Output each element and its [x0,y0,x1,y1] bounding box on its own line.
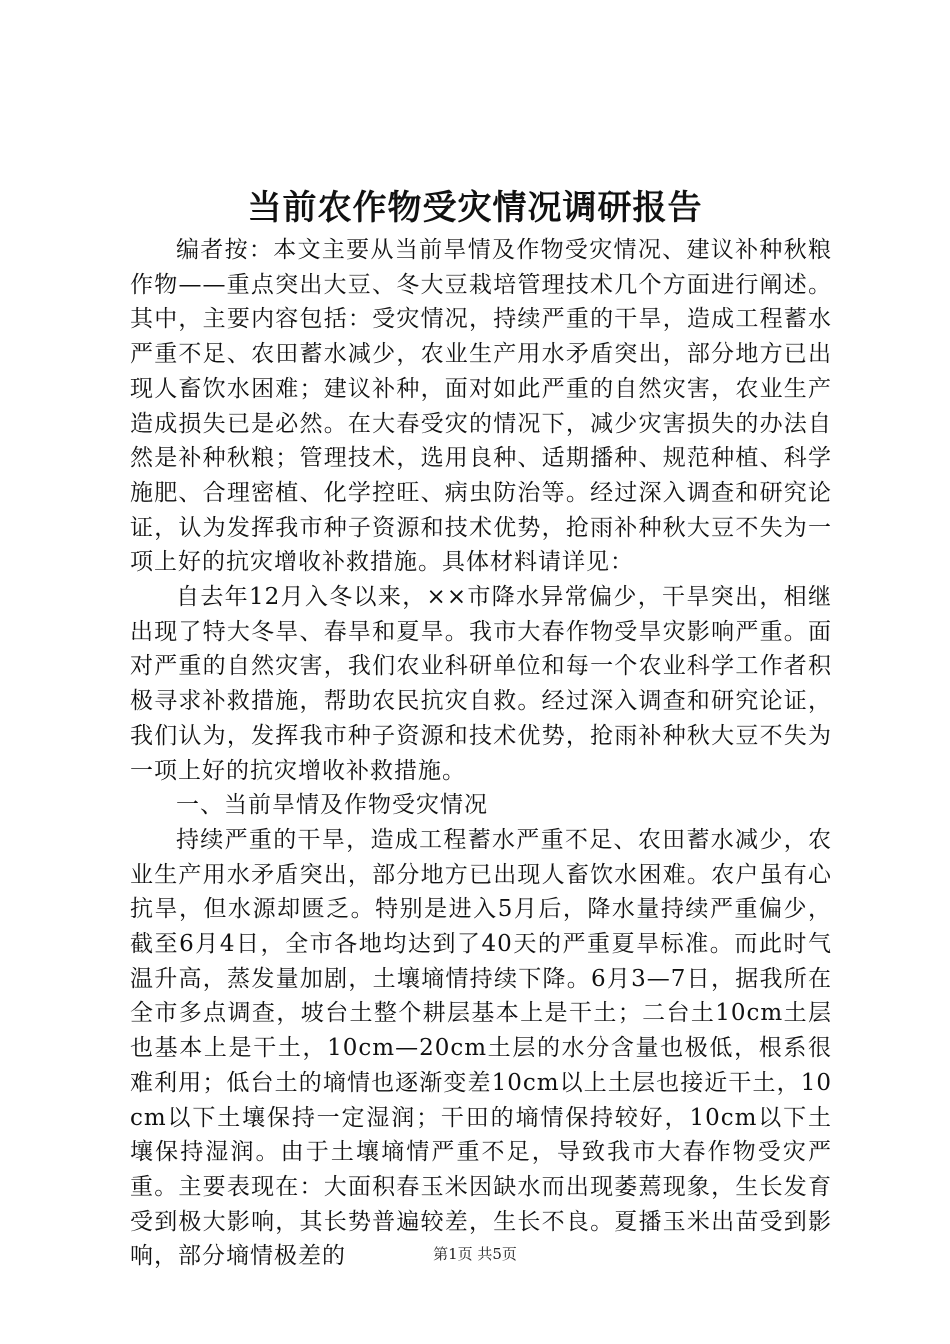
editor-note-paragraph: 编者按：本文主要从当前旱情及作物受灾情况、建议补种秋粮作物——重点突出大豆、冬大豆栽培管理技术几个方面进行阐述。其中，主要内容包括：受灾情况，持续严重的干旱，造成工程蓄水严重不足、农田蓄水减少，农业生产用水矛盾突出，部分地方已出现人畜饮水困难；建议补种，面对如此严重的自然灾害，农业生产造成损失已是必然。在大春受灾的情况下，减少灾害损失的办法自然是补种秋粮；管理技术，选用良种、适期播种、规范种植、科学施肥、合理密植、化学控旺、病虫防治等。经过深入调查和研究论证，认为发挥我市种子资源和技术优势，抢雨补种秋大豆不失为一项上好的抗灾增收补救措施。具体材料请详见： [130,237,832,576]
page-number-footer: 第1页 共5页 [433,1245,517,1263]
document-body [130,233,832,1274]
intro-paragraph: 自去年12月入冬以来，××市降水异常偏少，干旱突出，相继出现了特大冬旱、春旱和夏旱。我市大春作物受旱灾影响严重。面对严重的自然灾害，我们农业科研单位和每一个农业科学工作者积极寻求补救措施，帮助农民抗灾自救。经过深入调查和研究论证，我们认为，发挥我市种子资源和技术优势，抢雨补种秋大豆不失为一项上好的抗灾增收补救措施。 [130,584,832,784]
document-title: 当前农作物受灾情况调研报告 [247,188,703,228]
section-paragraph: 持续严重的干旱，造成工程蓄水严重不足、农田蓄水减少，农业生产用水矛盾突出，部分地方已出现人畜饮水困难。农户虽有心抗旱，但水源却匮乏。特别是进入5月后，降水量持续严重偏少，截至6月4日，全市各地均达到了40天的严重夏旱标准。而此时气温升高，蒸发量加剧，土壤墒情持续下降。6月3—7日，据我所在全市多点调查，坡台土整个耕层基本上是干土；二台土10cm土层也基本上是干土，10cm—20cm土层的水分含量也极低，根系很难利用；低台土的墒情也逐渐变差10cm以上土层也接近干土，10cm以下土壤保持一定湿润；干田的墒情保持较好，10cm以下土壤保持湿润。由于土壤墒情严重不足，导致我市大春作物受灾严重。主要表现在：大面积春玉米因缺水而出现萎蔫现象，生长发育受到极大影响，其长势普遍较差，生长不良。夏播玉米出苗受到影响，部分墒情极差的 [130,826,832,1270]
section-heading: 一、当前旱情及作物受灾情况 [176,792,488,819]
